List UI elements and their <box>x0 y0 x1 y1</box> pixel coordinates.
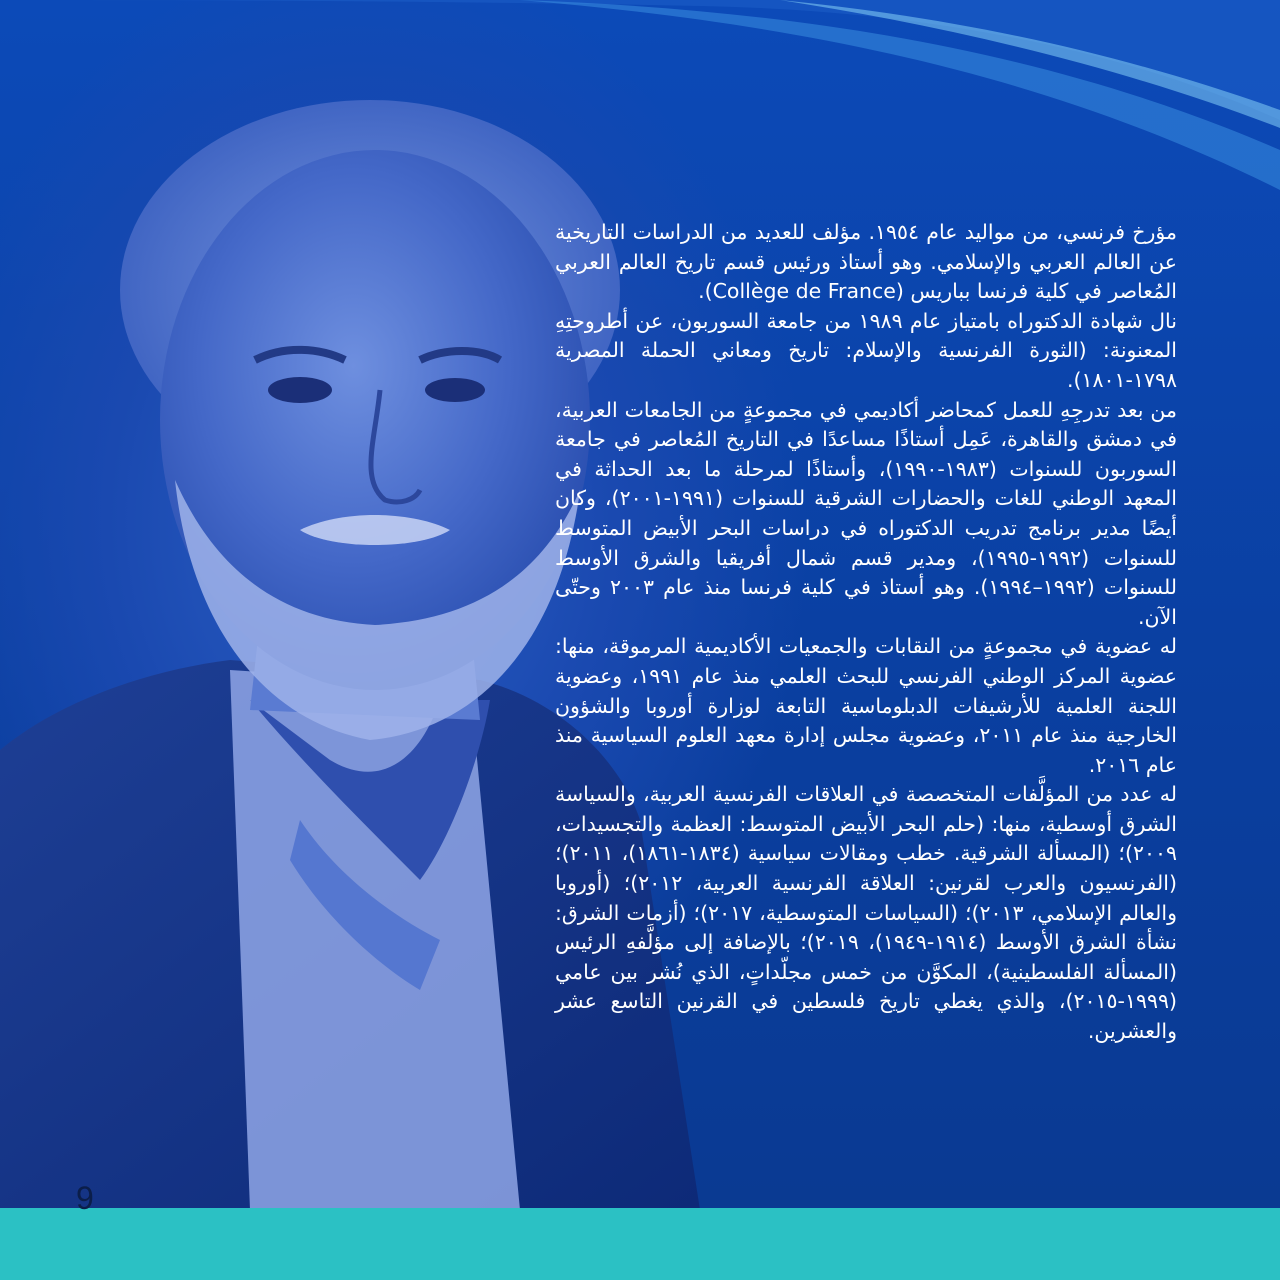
page-number: 9 <box>76 1180 94 1216</box>
biography-paragraph-works: له عدد من المؤلَّفات المتخصصة في العلاقات الفرنسية العربية، والسياسة الشرق أوسطية، منها: (حلم البحر الأبيض المتوسط: العظمة والتجسيدات، ٢٠٠٩)؛ (المسألة الشرقية. خطب ومقالات سياسية (١٨٣٤-١٨٦١)، ٢٠١١)؛ (الفرنسيون والعرب لقرنين: العلاقة الفرنسية العربية، ٢٠١٢)؛ (أوروبا والعالم الإسلامي، ٢٠١٣)؛ (السياسات المتوسطية، ٢٠١٧)؛ (أزمات الشرق: نشأة الشرق الأوسط (١٩١٤-١٩٤٩)، ٢٠١٩)؛ بالإضافة إلى مؤلَّفهِ الرئيس (المسألة الفلسطينية)، المكوَّن من خمس مجلّداتٍ، الذي نُشر بين عامي (١٩٩٩-٢٠١٥)، والذي يغطي تاريخ فلسطين في القرنين التاسع عشر والعشرين. <box>555 782 1177 1044</box>
footer-band <box>0 1208 1280 1280</box>
biography-paragraph-doctorate: نال شهادة الدكتوراه بامتياز عام ١٩٨٩ من جامعة السوربون، عن أطروحتِهِ المعنونة: (الثورة الفرنسية والإسلام: تاريخ ومعاني الحملة المصرية ١٧٩٨-١٨٠١). <box>555 308 1177 392</box>
biography-text <box>555 218 1177 1047</box>
biography-paragraph-career: من بعد تدرجِهِ للعمل كمحاضر أكاديمي في مجموعةٍ من الجامعات العربية، في دمشق والقاهرة، عَمِل أستاذًا مساعدًا في التاريخ المُعاصر في جامعة السوربون للسنوات (١٩٨٣-١٩٩٠)، وأستاذًا لمرحلة ما بعد الحداثة في المعهد الوطني للغات والحضارات الشرقية للسنوات (١٩٩١-٢٠٠١)، وكان أيضًا مدير برنامج تدريب الدكتوراه في دراسات البحر الأبيض المتوسط للسنوات (١٩٩٢-١٩٩٥)، ومدير قسم شمال أفريقيا والشرق الأوسط للسنوات (١٩٩٢–١٩٩٤). وهو أستاذ في كلية فرنسا منذ عام ٢٠٠٣ وحتّى الآن. <box>555 397 1177 629</box>
biography-paragraph-intro: مؤرخ فرنسي، من مواليد عام ١٩٥٤. مؤلف للعديد من الدراسات التاريخية عن العالم العربي والإسلامي. وهو أستاذ ورئيس قسم تاريخ العالم العربي المُعاصر في كلية فرنسا بباريس (Collège de France). <box>555 220 1178 304</box>
biography-paragraph-memberships: له عضوية في مجموعةٍ من النقابات والجمعيات الأكاديمية المرموقة، منها: عضوية المركز الوطني الفرنسي للبحث العلمي منذ عام ١٩٩١، وعضوية اللجنة العلمية للأرشيفات الدبلوماسية التابعة لوزارة أوروبا والشؤون الخارجية منذ عام ٢٠١١، وعضوية مجلس إدارة معهد العلوم السياسية منذ عام ٢٠١٦. <box>555 634 1177 777</box>
